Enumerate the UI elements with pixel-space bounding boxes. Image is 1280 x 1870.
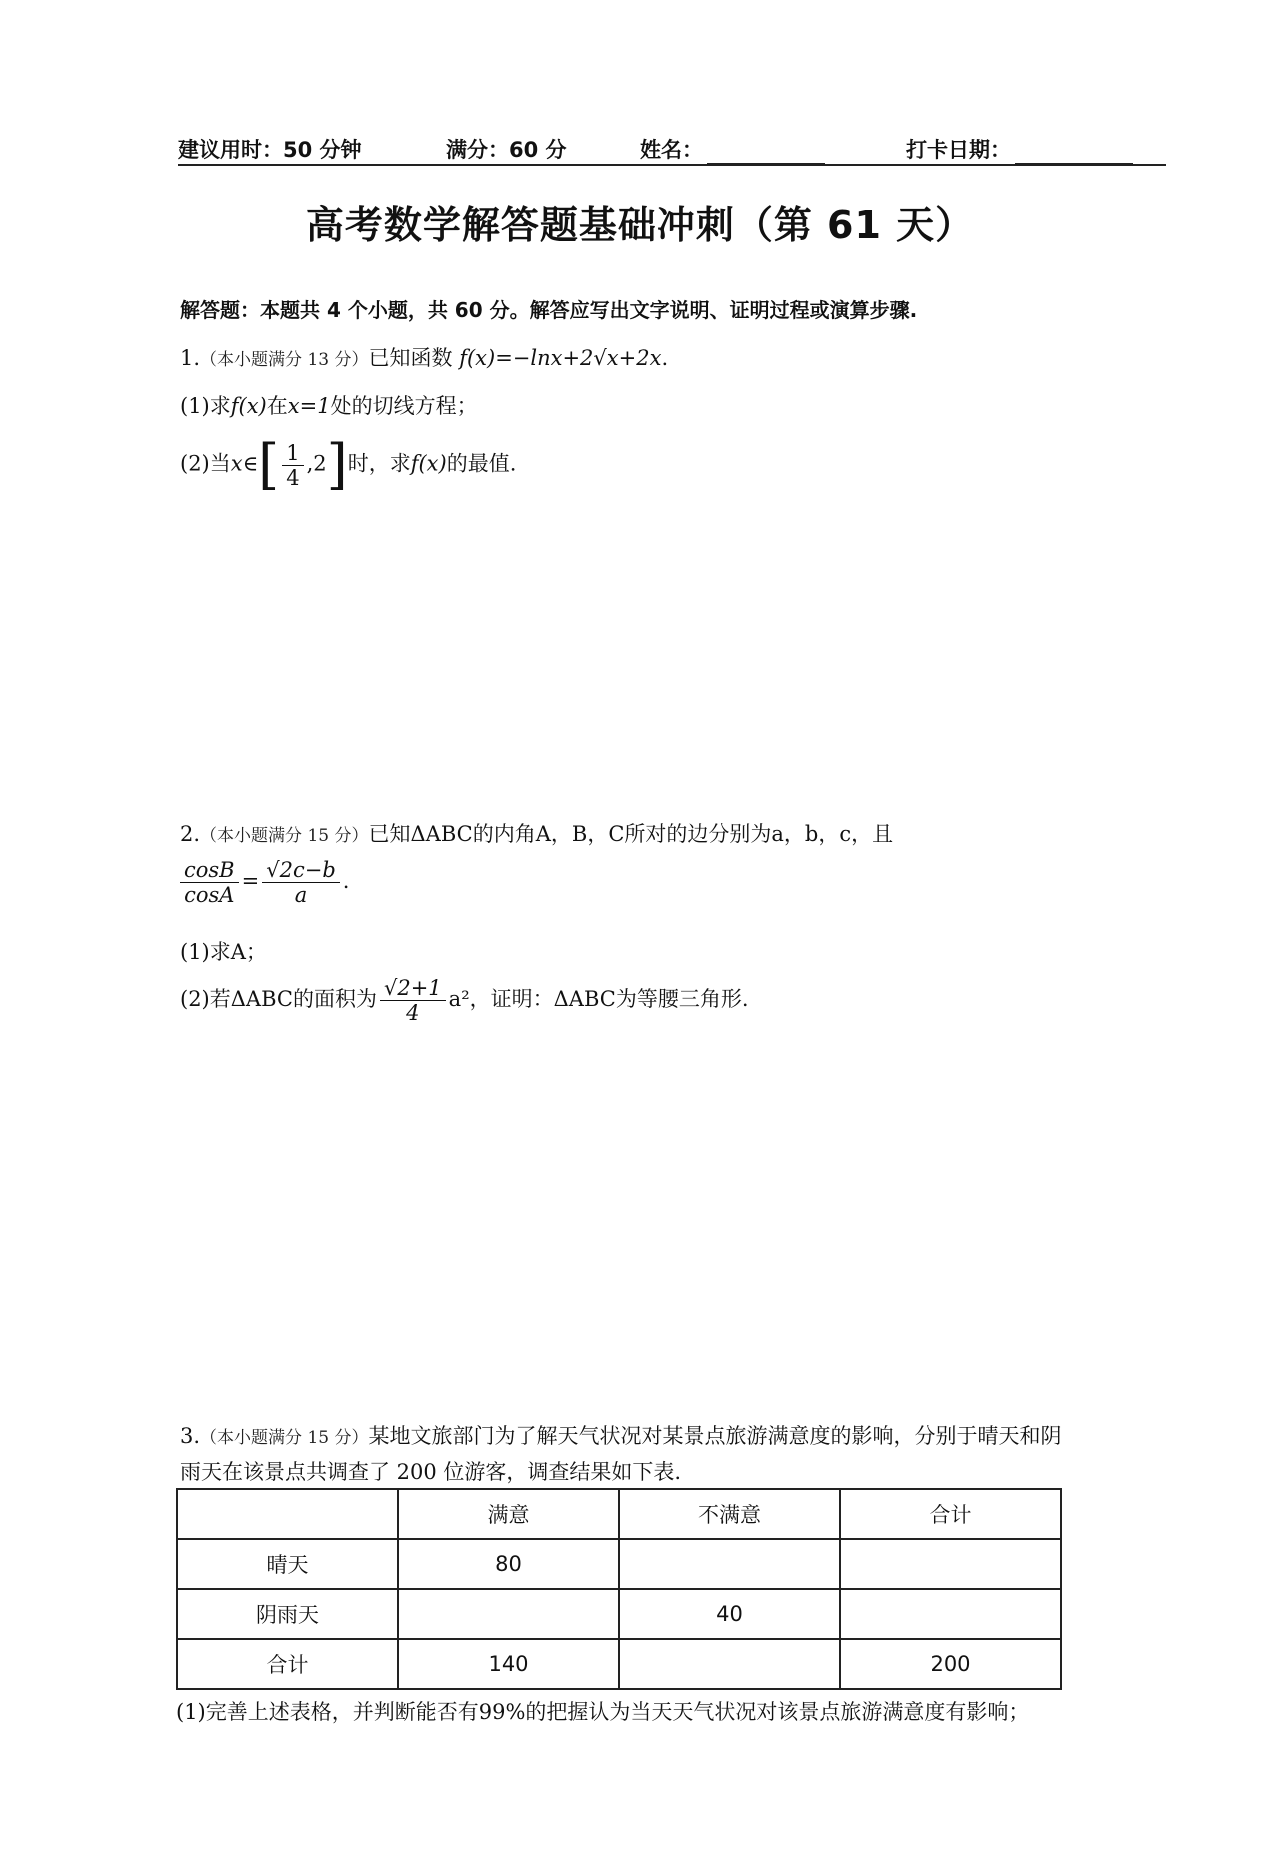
page-title: 高考数学解答题基础冲刺（第 61 天） xyxy=(305,203,975,247)
table-cell: 200 xyxy=(840,1639,1061,1689)
q2-part2-text-b: a²，证明：ΔABC为等腰三角形. xyxy=(448,987,749,1011)
date-label: 打卡日期： xyxy=(906,138,1011,162)
q2-rhs-fraction xyxy=(262,858,340,907)
q3-stem-line2: 雨天在该景点共调查了 200 位游客，调查结果如下表. xyxy=(180,1460,682,1484)
q1-frac-den: 4 xyxy=(286,465,300,490)
table-cell xyxy=(840,1589,1061,1639)
q2-lhs-fraction xyxy=(180,858,239,907)
q2-rhs-num: √2c−b xyxy=(262,858,340,883)
q2-lhs-num: cosB xyxy=(180,858,239,883)
name-field[interactable] xyxy=(640,134,825,164)
table-header-cell: 不满意 xyxy=(619,1489,840,1539)
q2-part2-num: √2+1 xyxy=(380,976,446,1001)
table-header-cell xyxy=(177,1489,398,1539)
q1-part1 xyxy=(180,390,478,420)
table-header-cell: 满意 xyxy=(398,1489,619,1539)
table-cell: 晴天 xyxy=(177,1539,398,1589)
q1-points: （本小题满分 13 分） xyxy=(200,350,369,370)
q1-part2-fraction xyxy=(282,441,303,490)
table-cell: 140 xyxy=(398,1639,619,1689)
q3-part1: (1)完善上述表格，并判断能否有99%的把握认为当天天气状况对该景点旅游满意度有影响； xyxy=(176,1700,1030,1724)
name-label: 姓名： xyxy=(640,138,703,162)
table-cell xyxy=(840,1539,1061,1589)
suggested-time: 建议用时：50 分钟 xyxy=(178,138,362,162)
table-header-row xyxy=(177,1489,1061,1539)
q1-stem-prefix: 已知函数 xyxy=(368,346,453,370)
table-cell xyxy=(619,1639,840,1689)
q2-points: （本小题满分 15 分） xyxy=(200,826,369,846)
q2-part1: (1)求A； xyxy=(180,940,267,964)
q2-part2-den: 4 xyxy=(406,1001,420,1025)
q1-part2-text-b: 时，求 xyxy=(347,451,411,476)
q1-part2-upper: ,2 xyxy=(306,451,327,476)
q2-equation: $\frac{\cos B}{\cos A}$ = $\frac{√2c-b}{a}$ . xyxy=(180,858,349,907)
table-cell: 合计 xyxy=(177,1639,398,1689)
date-field[interactable] xyxy=(906,134,1133,164)
right-bracket-icon: ] xyxy=(326,433,348,496)
q2-part2-text-a: (2)若ΔABC的面积为 xyxy=(180,987,377,1011)
table-row xyxy=(177,1589,1061,1639)
q3-stem-line1 xyxy=(180,1420,1062,1450)
q1-number: 1. xyxy=(180,346,201,370)
q2-part2-fraction xyxy=(380,976,446,1025)
q1-part1-x: x=1 xyxy=(287,394,331,418)
section-intro: 解答题：本题共 4 个小题，共 60 分。解答应写出文字说明、证明过程或演算步骤. xyxy=(180,298,918,322)
q2-part2 xyxy=(180,976,749,1025)
q1-part1-text-c: 处的切线方程； xyxy=(330,394,478,418)
q2-number: 2. xyxy=(180,822,201,846)
q2-lhs-den: cosA xyxy=(184,883,235,907)
table-cell xyxy=(398,1589,619,1639)
name-blank[interactable] xyxy=(707,143,825,164)
table-row xyxy=(177,1539,1061,1589)
header-bar xyxy=(178,130,1166,166)
table-cell: 阴雨天 xyxy=(177,1589,398,1639)
q1-function: f(x)=−lnx+2√x+2x xyxy=(459,346,662,370)
q1-part2-x: x∈ xyxy=(230,451,259,476)
survey-table xyxy=(176,1488,1062,1690)
full-score: 满分：60 分 xyxy=(446,138,567,162)
q1-part1-fx: f(x) xyxy=(230,394,267,418)
date-blank[interactable] xyxy=(1015,143,1133,164)
q2-stem-text: 已知ΔABC的内角A，B，C所对的边分别为a，b，c，且 xyxy=(368,822,894,846)
q1-part1-text-a: (1)求 xyxy=(180,394,231,418)
table-header-cell: 合计 xyxy=(840,1489,1061,1539)
table-row xyxy=(177,1639,1061,1689)
q3-number: 3. xyxy=(180,1424,201,1448)
table-cell xyxy=(619,1539,840,1589)
q1-part2-fx: f(x) xyxy=(410,451,447,476)
q2-rhs-den: a xyxy=(294,883,308,907)
table-cell: 80 xyxy=(398,1539,619,1589)
q1-part2-text-a: (2)当 xyxy=(180,451,231,476)
left-bracket-icon: [ xyxy=(258,433,280,496)
q1-part2-text-c: 的最值. xyxy=(446,451,517,476)
q1-part1-text-b: 在 xyxy=(266,394,288,418)
q1-frac-num: 1 xyxy=(282,441,303,466)
q1-stem: 1.（本小题满分 13 分）已知函数 f(x)=−lnx+2√x+2x. xyxy=(180,346,669,370)
table-cell: 40 xyxy=(619,1589,840,1639)
q3-stem-text1: 某地文旅部门为了解天气状况对某景点旅游满意度的影响，分别于晴天和阴 xyxy=(368,1424,1062,1448)
q2-stem xyxy=(180,818,893,848)
q1-part2 xyxy=(180,433,517,496)
q3-points: （本小题满分 15 分） xyxy=(200,1428,369,1448)
